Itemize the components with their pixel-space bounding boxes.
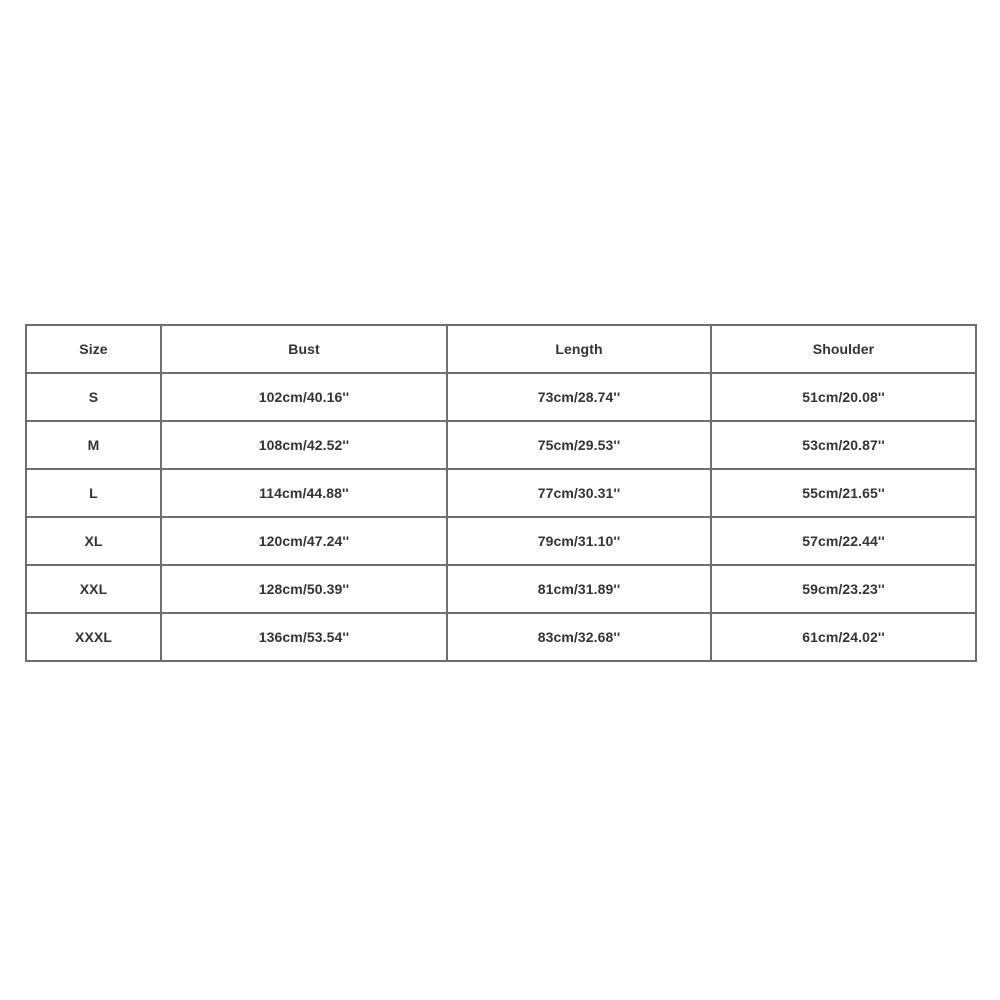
- header-bust: Bust: [161, 325, 447, 373]
- cell-size: XXXL: [26, 613, 161, 661]
- table-row: [26, 517, 976, 565]
- header-size: Size: [26, 325, 161, 373]
- header-length: Length: [447, 325, 711, 373]
- table-row: [26, 565, 976, 613]
- cell-bust: 136cm/53.54'': [161, 613, 447, 661]
- table-row: [26, 613, 976, 661]
- cell-size: L: [26, 469, 161, 517]
- cell-bust: 128cm/50.39'': [161, 565, 447, 613]
- cell-bust: 114cm/44.88'': [161, 469, 447, 517]
- cell-length: 79cm/31.10'': [447, 517, 711, 565]
- cell-length: 83cm/32.68'': [447, 613, 711, 661]
- cell-length: 73cm/28.74'': [447, 373, 711, 421]
- cell-bust: 102cm/40.16'': [161, 373, 447, 421]
- cell-size: M: [26, 421, 161, 469]
- cell-length: 81cm/31.89'': [447, 565, 711, 613]
- table-header-row: [26, 325, 976, 373]
- cell-size: XL: [26, 517, 161, 565]
- table-row: [26, 421, 976, 469]
- size-chart-table: [25, 324, 977, 662]
- cell-shoulder: 59cm/23.23'': [711, 565, 976, 613]
- cell-size: S: [26, 373, 161, 421]
- cell-shoulder: 55cm/21.65'': [711, 469, 976, 517]
- cell-shoulder: 51cm/20.08'': [711, 373, 976, 421]
- cell-size: XXL: [26, 565, 161, 613]
- table-row: [26, 469, 976, 517]
- cell-length: 75cm/29.53'': [447, 421, 711, 469]
- header-shoulder: Shoulder: [711, 325, 976, 373]
- cell-bust: 108cm/42.52'': [161, 421, 447, 469]
- cell-length: 77cm/30.31'': [447, 469, 711, 517]
- table-row: [26, 373, 976, 421]
- cell-shoulder: 53cm/20.87'': [711, 421, 976, 469]
- cell-shoulder: 61cm/24.02'': [711, 613, 976, 661]
- cell-shoulder: 57cm/22.44'': [711, 517, 976, 565]
- cell-bust: 120cm/47.24'': [161, 517, 447, 565]
